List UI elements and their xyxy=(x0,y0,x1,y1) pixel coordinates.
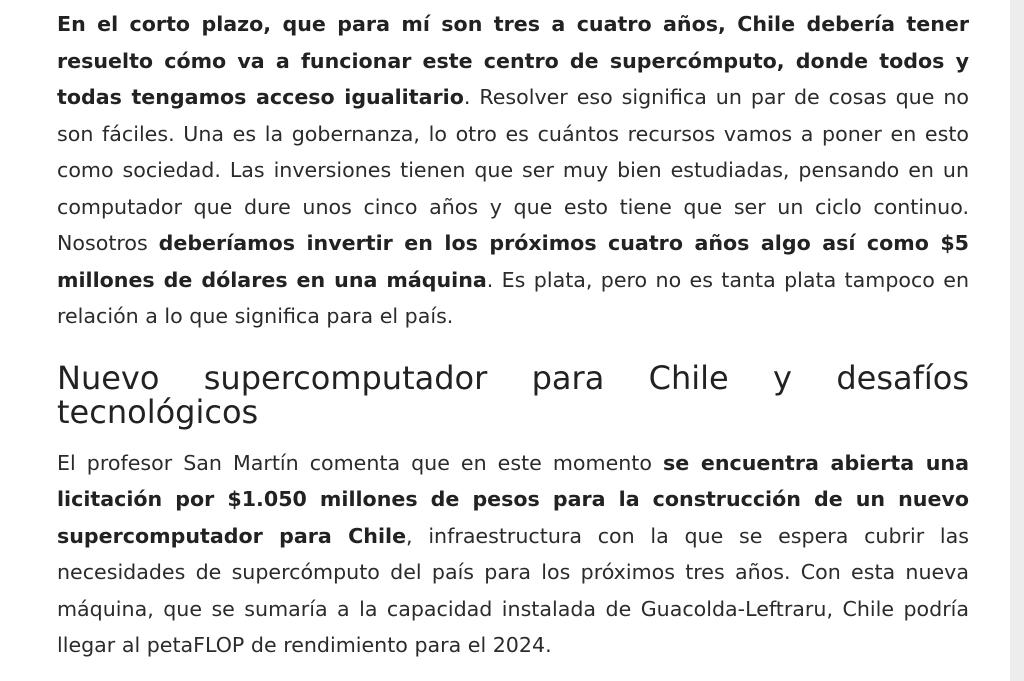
paragraph-text: . Es plata, pero no es tanta plata tampoco en relación a lo que significa para el país. xyxy=(57,267,969,328)
bold-statement-short-term: En el corto plazo, que para mí son tres a cuatro años, Chile debería tener resuelto cómo va a funcionar este centro de supercómputo, donde todos y todas tengamos acceso igualitario xyxy=(57,12,969,109)
paragraph-investment xyxy=(57,6,969,335)
paragraph-new-supercomputer xyxy=(57,445,969,664)
bold-statement-investment: deberíamos invertir en los próximos cuatro años algo así como $5 millones de dólares en una máquina xyxy=(57,231,969,292)
paragraph-text: El profesor San Martín comenta que en este momento xyxy=(57,450,663,475)
bold-statement-tender: se encuentra abierta una licitación por $1.050 millones de pesos para la construcción de un nuevo supercomputador para Chile xyxy=(57,450,969,548)
article-body xyxy=(57,6,969,664)
paragraph-text: , infraestructura con la que se espera cubrir las necesidades de supercómputo del país para los próximos tres años. Con esta nueva máquina, que se sumaría a la capacidad instalada de Guacolda-Leftraru, Chile podría llegar al petaFLOP de rendimiento para el 2024. xyxy=(57,523,969,657)
section-heading: Nuevo supercomputador para Chile y desafíos tecnológicos xyxy=(57,358,969,431)
scrollbar-track[interactable] xyxy=(1010,0,1024,681)
paragraph-text: . Resolver eso significa un par de cosas que no son fáciles. Una es la gobernanza, lo otro es cuántos recursos vamos a poner en esto como sociedad. Las inversiones tienen que ser muy bien estudiadas, pensando en un computador que dure unos cinco años y que esto tiene que ser un ciclo continuo. Nosotros xyxy=(57,85,969,255)
